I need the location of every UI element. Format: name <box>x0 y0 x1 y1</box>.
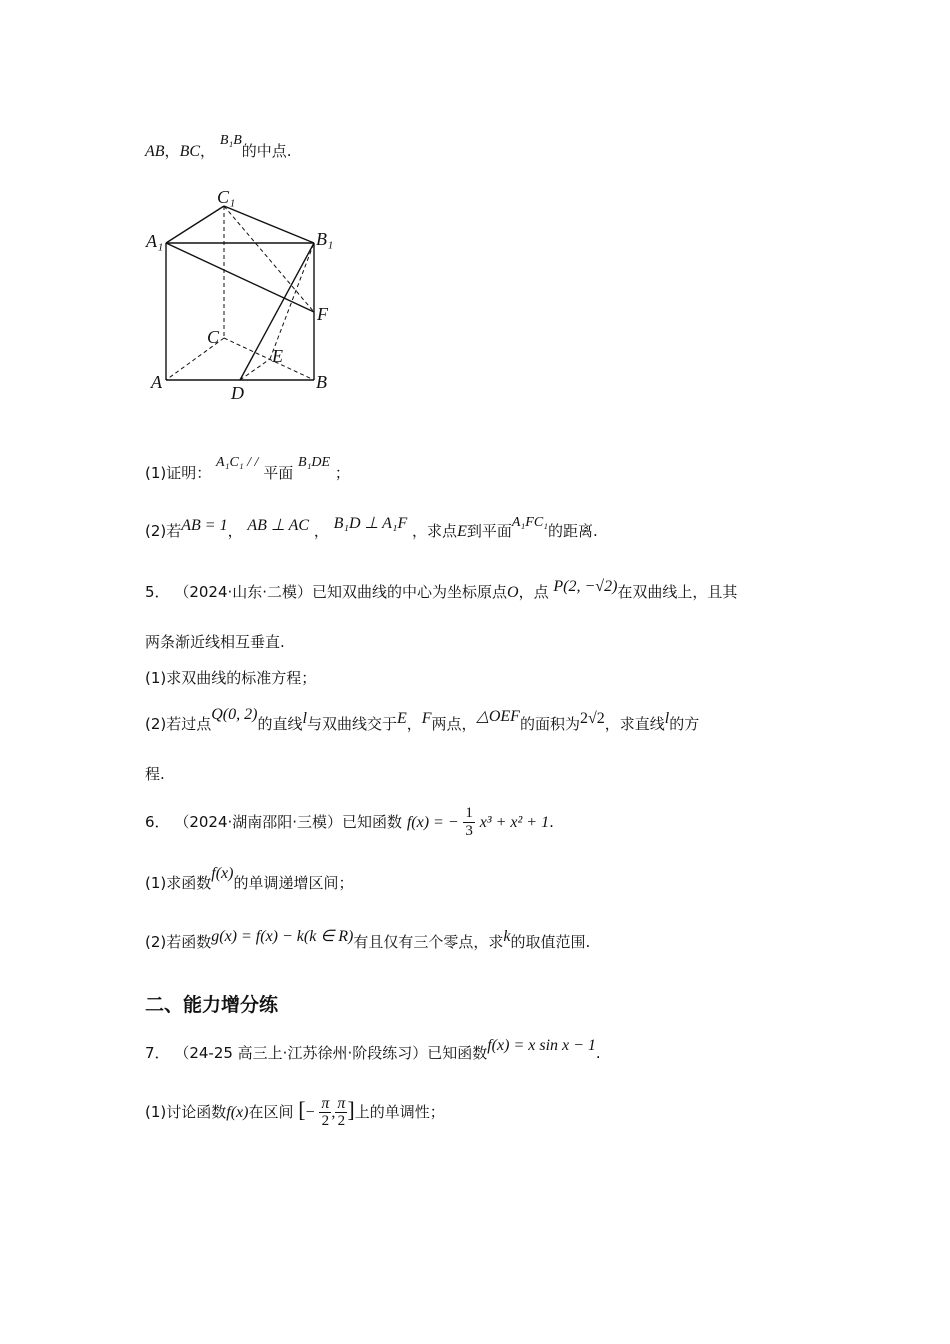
question-source: （2024·山东·二模）已知双曲线的中心为坐标原点 <box>174 583 508 601</box>
label-a1: A₁ <box>146 231 164 251</box>
segment-a1f <box>166 243 314 312</box>
math-point-q: Q(0, 2) <box>211 706 258 723</box>
text: (2)若过点 <box>145 715 212 733</box>
math-func-f: f(x) = x sin x − 1 <box>487 1037 596 1054</box>
math-k: k <box>503 928 511 945</box>
math-ab: AB <box>145 143 165 160</box>
numerator: π <box>337 1095 346 1112</box>
edge-c1b1 <box>224 206 314 243</box>
text: 的方 <box>669 715 700 733</box>
math-o: O <box>507 584 519 601</box>
minus-sign: − <box>305 1104 315 1121</box>
fraction-one-third <box>463 805 475 840</box>
comma: , <box>331 1104 336 1121</box>
right-bracket: ] <box>347 1097 355 1122</box>
text: 的单调递增区间； <box>233 874 354 892</box>
math-a1c1-parallel: A₁C₁ / / <box>216 455 259 470</box>
q4-part1 <box>145 455 350 483</box>
semicolon: ； <box>334 464 350 482</box>
denominator: 2 <box>337 1113 346 1129</box>
math-b1b: B₁B <box>219 133 242 148</box>
denominator: 2 <box>321 1113 330 1129</box>
sep: ， <box>227 522 243 540</box>
q5-stem-line2: 两条渐近线相互垂直. <box>145 633 285 651</box>
sep: ， <box>200 142 216 160</box>
math-plane-b1de: B₁DE <box>298 455 331 470</box>
math-l: l <box>302 710 307 727</box>
text: 与双曲线交于 <box>306 715 397 733</box>
q4-part2 <box>145 515 598 541</box>
text: ，求直线 <box>604 715 665 733</box>
math-f-x: f(x) <box>226 1104 249 1121</box>
math-l: l <box>664 710 670 727</box>
math-func-g: g(x) = f(x) − k(k ∈ R) <box>211 928 354 945</box>
label-a: A <box>151 372 162 392</box>
q5-stem-line1 <box>145 578 738 602</box>
numerator: π <box>321 1095 330 1112</box>
question-number: 7． <box>145 1044 170 1062</box>
q5-part2 <box>145 706 700 734</box>
text: 在双曲线上，且其 <box>617 583 738 601</box>
q5-part1: (1)求双曲线的标准方程； <box>145 669 317 687</box>
edge-a1c1 <box>166 206 224 243</box>
q6-part2 <box>145 928 591 952</box>
segment-de <box>240 359 270 380</box>
text: 在区间 <box>248 1103 294 1121</box>
question-source: （2024·湖南邵阳·三模）已知函数 <box>174 813 403 831</box>
left-bracket: [ <box>298 1097 306 1122</box>
math-point-p: P(2, −√2) <box>553 578 618 595</box>
q7-stem <box>145 1037 601 1063</box>
period: . <box>549 813 554 831</box>
math-bc: BC <box>179 143 201 160</box>
math-func-rest: x³ + x² + 1 <box>479 814 550 831</box>
q7-part1 <box>145 1095 445 1130</box>
sep: ， <box>406 715 422 733</box>
math-f: F <box>421 710 432 727</box>
part-number: (2)若 <box>145 522 182 540</box>
question-number: 6． <box>145 813 170 831</box>
math-triangle-oef: △OEF <box>476 708 520 725</box>
q5-part2-cont: 程. <box>145 765 165 783</box>
math-f-x: f(x) <box>211 865 234 882</box>
text: 有且仅有三个零点，求 <box>353 933 504 951</box>
denominator: 3 <box>465 823 473 839</box>
fraction-pi-over-2 <box>319 1095 331 1130</box>
text: (1)求函数 <box>145 874 212 892</box>
segment-c1f <box>224 206 314 312</box>
text: (1)讨论函数 <box>145 1103 227 1121</box>
text: 两点， <box>431 715 477 733</box>
label-e: E <box>272 346 283 366</box>
math-b1d-perp-a1f: B₁D ⊥ A₁F <box>333 515 408 532</box>
math-plane-a1fc1: A₁FC₁ <box>511 515 549 530</box>
label-b: B <box>316 372 327 392</box>
text: 上的单调性； <box>354 1103 445 1121</box>
numerator: 1 <box>465 805 473 821</box>
text: 的面积为 <box>519 715 580 733</box>
part-number: (1)证明： <box>145 464 212 482</box>
q6-stem <box>145 805 554 840</box>
fraction-pi-over-2 <box>335 1095 347 1130</box>
text: 的距离. <box>548 522 598 540</box>
label-b1: B₁ <box>316 229 334 249</box>
midpoint-text: 的中点. <box>241 142 292 160</box>
sep: ， <box>164 142 180 160</box>
q6-part1 <box>145 865 354 893</box>
label-c: C <box>207 327 220 347</box>
text: 到平面 <box>466 522 512 540</box>
math-e: E <box>396 710 407 727</box>
math-e: E <box>457 523 467 540</box>
section-heading <box>145 990 278 1017</box>
edge-cb <box>224 338 314 380</box>
prism-figure <box>140 180 350 410</box>
text: ，点 <box>518 583 549 601</box>
period: . <box>595 1044 601 1062</box>
text: (2)若函数 <box>145 933 212 951</box>
math-ab-perp-ac: AB ⊥ AC <box>247 517 310 534</box>
label-f: F <box>317 304 328 324</box>
sep: ， <box>313 522 329 540</box>
intro-line <box>145 133 292 161</box>
text: 的取值范围. <box>510 933 591 951</box>
text: ，求点 <box>412 522 458 540</box>
math-area: 2√2 <box>579 710 605 727</box>
label-d: D <box>231 383 244 403</box>
math-ab-eq-1: AB = 1 <box>181 517 228 534</box>
plane-text: 平面 <box>263 464 294 482</box>
question-source: （24-25 高三上·江苏徐州·阶段练习）已知函数 <box>174 1044 488 1062</box>
label-c1: C₁ <box>217 187 236 207</box>
section-title: 二、能力增分练 <box>145 994 279 1016</box>
question-number: 5． <box>145 583 170 601</box>
text: 的直线 <box>257 715 303 733</box>
math-func-f: f(x) = − <box>406 814 459 831</box>
